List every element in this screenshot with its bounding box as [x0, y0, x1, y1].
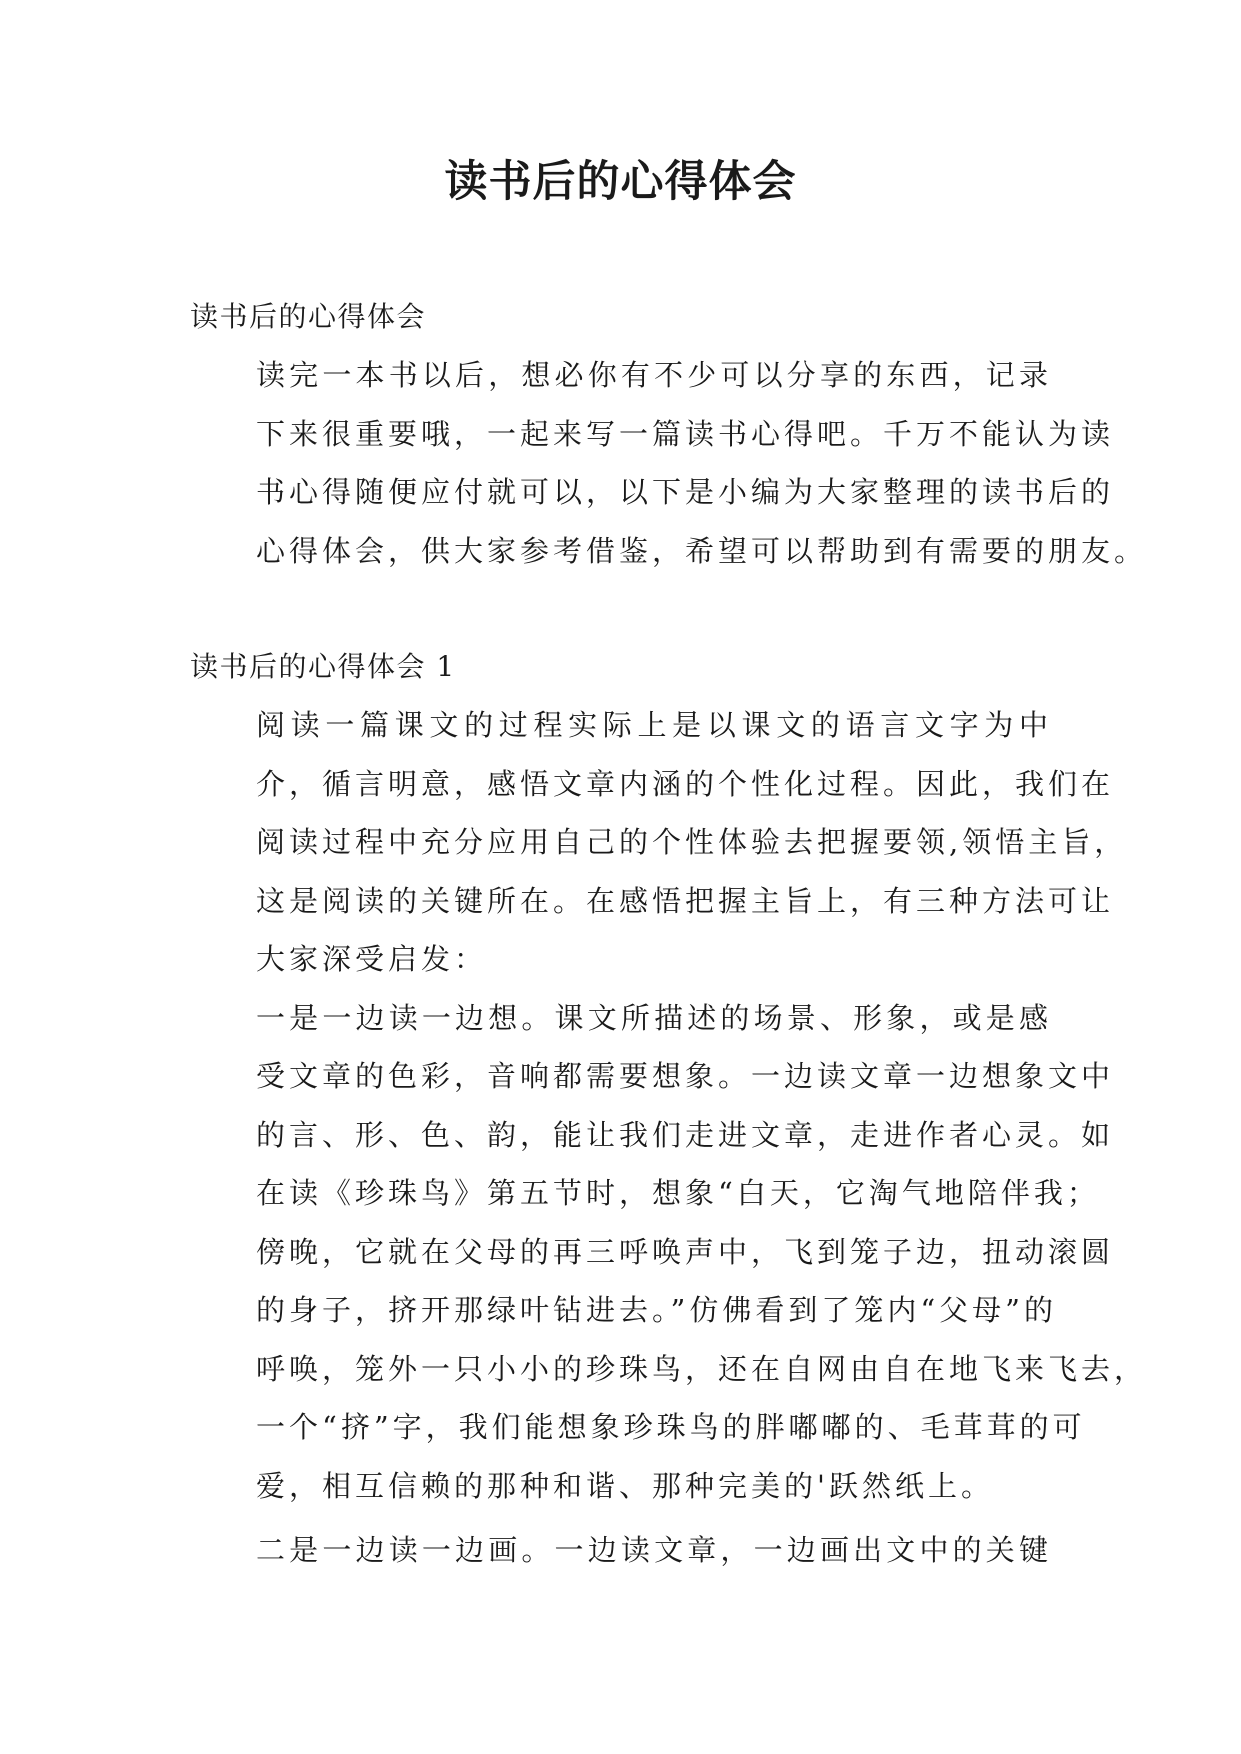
paragraph-line: 心得体会，供大家参考借鉴，希望可以帮助到有需要的朋友。 — [256, 533, 1148, 568]
paragraph-line: 受文章的色彩，音响都需要想象。一边读文章一边想象文中 — [256, 1059, 1115, 1093]
paragraph-line: 大家深受启发： — [256, 942, 488, 976]
paragraph-line: 爱，相互信赖的那种和谐、那种完美的'跃然纸上。 — [256, 1468, 994, 1503]
paragraph-line: 一个“挤”字，我们能想象珍珠鸟的胖嘟嘟的、毛茸茸的可 — [256, 1410, 1086, 1444]
paragraph-line: 下来很重要哦，一起来写一篇读书心得吧。千万不能认为读 — [256, 416, 1115, 451]
paragraph-line: 在读《珍珠鸟》第五节时，想象“白天，它淘气地陪伴我； — [256, 1176, 1100, 1210]
paragraph-line: 介，循言明意，感悟文章内涵的个性化过程。因此，我们在 — [256, 766, 1115, 801]
paragraph-line: 的言、形、色、韵，能让我们走进文章，走进作者心灵。如 — [256, 1117, 1115, 1152]
intro-paragraph — [190, 346, 1148, 580]
document-title: 读书后的心得体会 — [444, 157, 797, 207]
section-paragraph — [190, 1521, 1052, 1580]
section-paragraph — [190, 696, 1128, 989]
paragraph-line: 阅读一篇课文的过程实际上是以课文的语言文字为中 — [256, 708, 1052, 742]
section-heading: 读书后的心得体会 1 — [190, 650, 456, 683]
paragraph-line: 的身子，挤开那绿叶钻进去。”仿佛看到了笼内“父母”的 — [256, 1293, 1057, 1327]
intro-heading: 读书后的心得体会 — [190, 300, 427, 333]
document-body — [190, 288, 1148, 1580]
paragraph-line: 一是一边读一边想。课文所描述的场景、形象，或是感 — [256, 1000, 1052, 1035]
paragraph-line: 这是阅读的关键所在。在感悟把握主旨上，有三种方法可让 — [256, 883, 1115, 918]
paragraph-line: 呼唤，笼外一只小小的珍珠鸟，还在自网由自在地飞来飞去， — [256, 1351, 1148, 1386]
paragraph-line: 书心得随便应付就可以，以下是小编为大家整理的读书后的 — [256, 475, 1115, 509]
section-paragraph — [190, 989, 1148, 1516]
paragraph-line: 傍晚，它就在父母的再三呼唤声中，飞到笼子边，扭动滚圆 — [256, 1234, 1115, 1269]
paragraph-line: 阅读过程中充分应用自己的个性体验去把握要领,领悟主旨， — [256, 825, 1128, 859]
paragraph-line: 读完一本书以后，想必你有不少可以分享的东西，记录 — [256, 358, 1052, 392]
section-spacer — [190, 580, 1052, 638]
paragraph-line: 二是一边读一边画。一边读文章，一边画出文中的关键 — [256, 1533, 1052, 1567]
